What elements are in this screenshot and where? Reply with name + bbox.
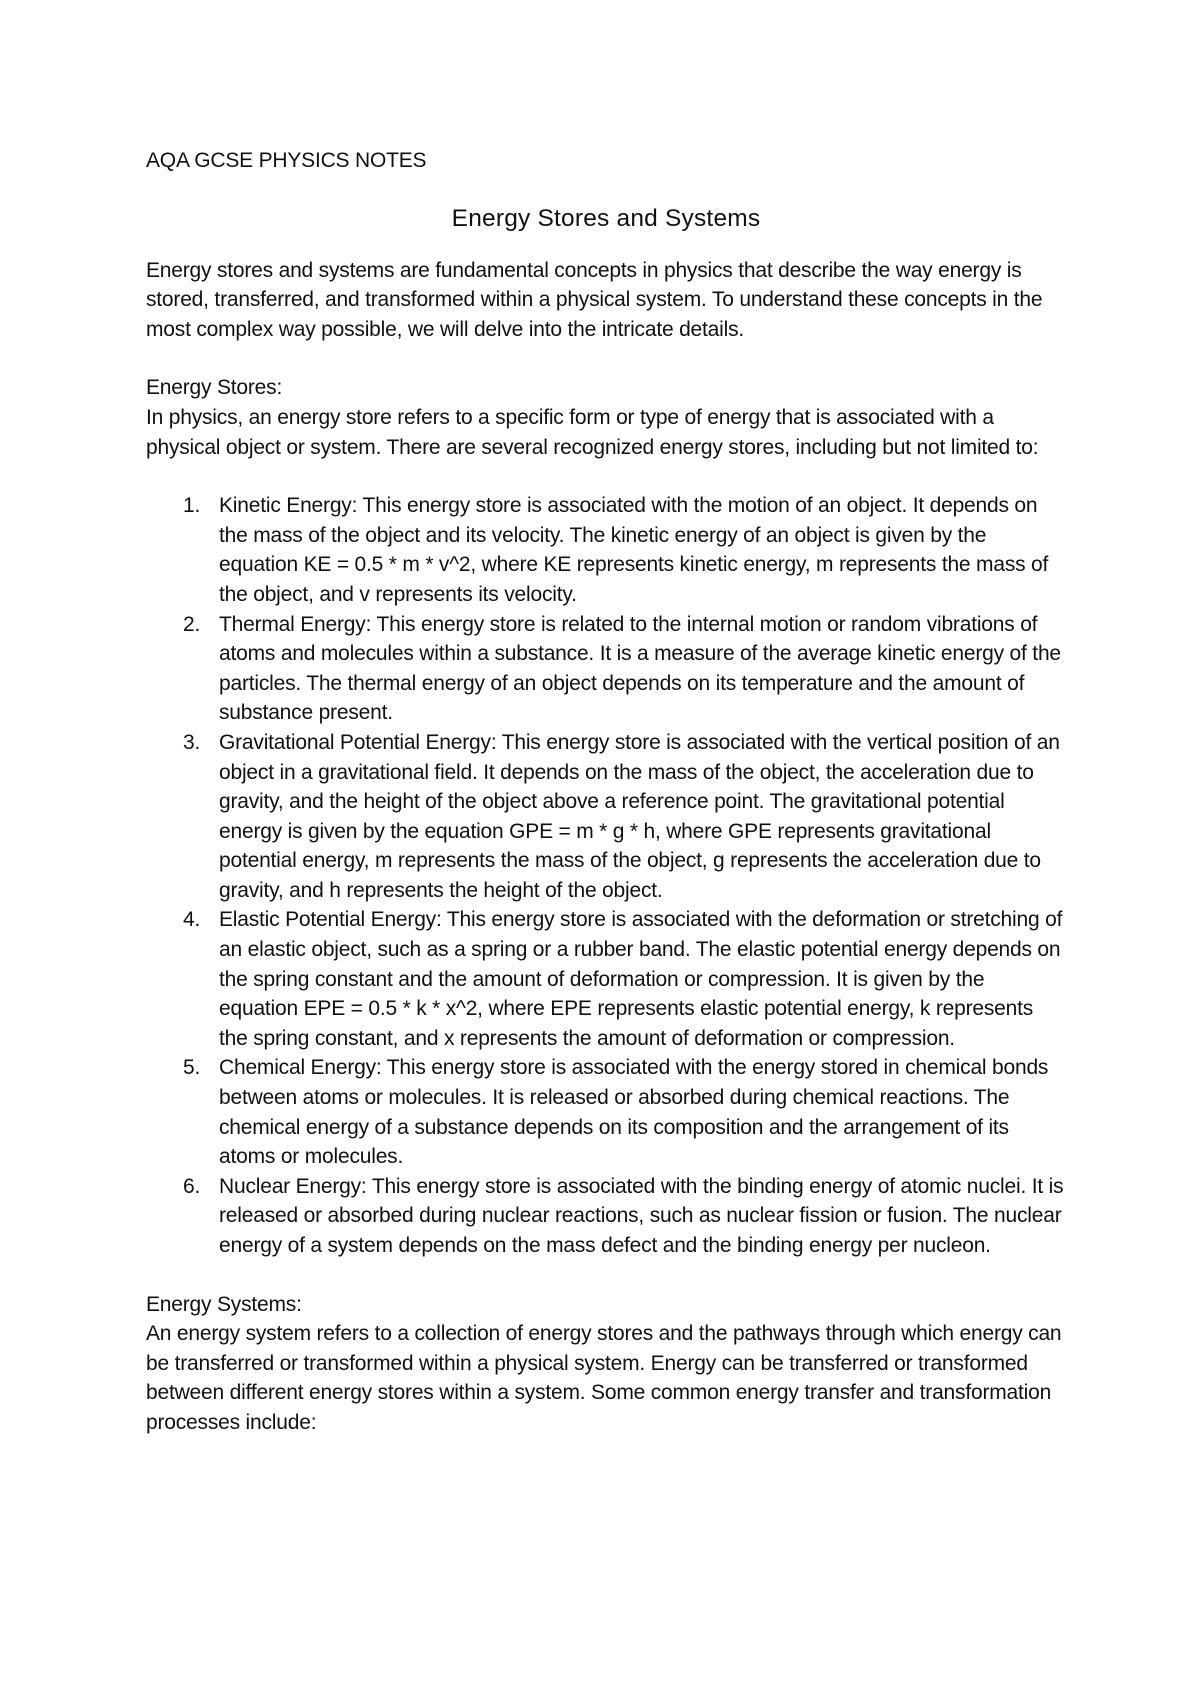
list-item-number: 6.	[183, 1174, 201, 1198]
list-item-number: 3.	[183, 730, 201, 754]
list-item-kinetic	[146, 491, 1066, 609]
energy-stores-heading: Energy Stores:	[146, 376, 283, 400]
document-content	[146, 146, 1066, 1438]
list-item-text: Nuclear Energy: This energy store is associated with the binding energy of atomic nuclei. It is released or absorbed during nuclear reactions, such as nuclear fission or fusion. The nuclear energy of a system depends on the mass defect and the binding energy per nucleon.	[219, 1174, 1064, 1257]
list-item-text: Elastic Potential Energy: This energy store is associated with the deformation or stretching of an elastic object, such as a spring or a rubber band. The elastic potential energy depends on the spring constant and the amount of deformation or compression. It is given by the equation EPE = 0.5 * k * x^2, where EPE represents elastic potential energy, k represents the spring constant, and x represents the amount of deformation or compression.	[219, 908, 1063, 1050]
energy-stores-paragraph: In physics, an energy store refers to a specific form or type of energy that is associated with a physical object or system. There are several recognized energy stores, including but not limited to:	[146, 405, 1039, 459]
document-title: Energy Stores and Systems	[451, 204, 761, 232]
list-item-text: Chemical Energy: This energy store is associated with the energy stored in chemical bonds between atoms or molecules. It is released or absorbed during chemical reactions. The chemical energy of a substance depends on its composition and the arrangement of its atoms or molecules.	[219, 1056, 1049, 1169]
list-item-text: Kinetic Energy: This energy store is associated with the motion of an object. It depends on the mass of the object and its velocity. The kinetic energy of an object is given by the equation KE = 0.5 * m * v^2, where KE represents kinetic energy, m represents the mass of the object, and v represents its velocity.	[219, 494, 1049, 606]
list-item-text: Gravitational Potential Energy: This energy store is associated with the vertical position of an object in a gravitational field. It depends on the mass of the object, the acceleration due to gravity, and the height of the object above a reference point. The gravitational potential energy is given by the equation GPE = m * g * h, where GPE represents gravitational potential energy, m represents the mass of the object, g represents the acceleration due to gravity, and h represents the height of the object.	[219, 730, 1060, 902]
list-item-elastic	[146, 905, 1066, 1053]
list-item-text: Thermal Energy: This energy store is related to the internal motion or random vibrations of atoms and molecules within a substance. It is a measure of the average kinetic energy of the particles. The thermal energy of an object depends on its temperature and the amount of substance present.	[219, 612, 1061, 725]
energy-stores-list	[146, 491, 1066, 1260]
intro-paragraph: Energy stores and systems are fundamental concepts in physics that describe the way energy is stored, transferred, and transformed within a physical system. To understand these concepts in the most complex way possible, we will delve into the intricate details.	[146, 258, 1043, 341]
list-item-gravitational	[146, 728, 1066, 906]
energy-systems-heading: Energy Systems:	[146, 1292, 302, 1316]
list-item-nuclear	[146, 1172, 1066, 1261]
list-item-thermal	[146, 610, 1066, 728]
list-item-number: 5.	[183, 1056, 201, 1080]
energy-systems-paragraph: An energy system refers to a collection of energy stores and the pathways through which energy can be transferred or transformed within a physical system. Energy can be transferred or transformed between different energy stores within a system. Some common energy transfer and transformation processes include:	[146, 1322, 1062, 1434]
list-item-number: 2.	[183, 612, 201, 636]
list-item-number: 4.	[183, 908, 201, 932]
list-item-chemical	[146, 1053, 1066, 1171]
header-label: AQA GCSE PHYSICS NOTES	[146, 149, 427, 172]
list-item-number: 1.	[183, 494, 201, 518]
